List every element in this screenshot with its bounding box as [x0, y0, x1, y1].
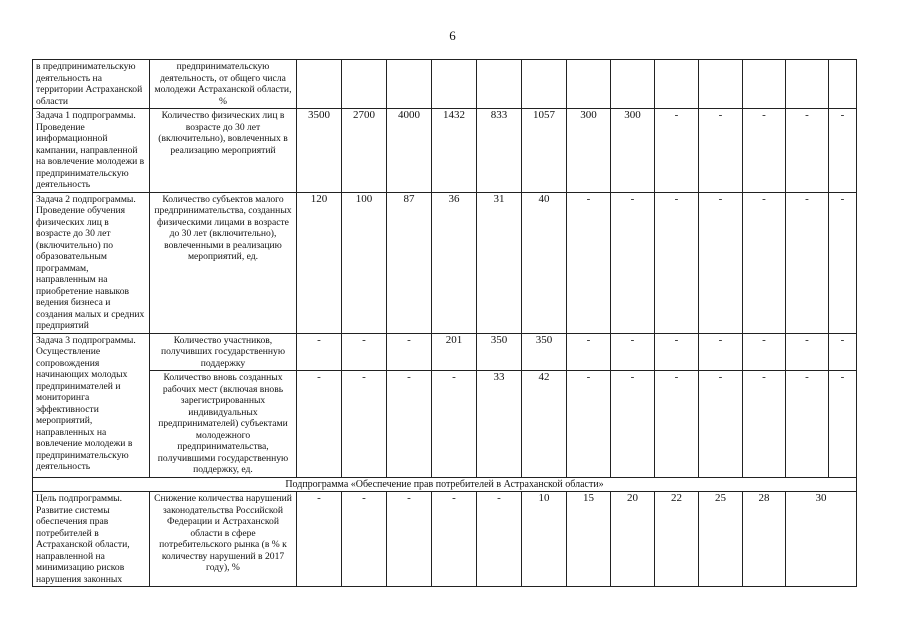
- value-cell: 201: [432, 333, 477, 371]
- value-cell: 300: [611, 109, 655, 193]
- value-cell: [829, 60, 857, 109]
- value-cell: -: [699, 333, 743, 371]
- value-cell: -: [829, 371, 857, 478]
- value-cell: [655, 60, 699, 109]
- value-cell: 31: [477, 192, 522, 333]
- value-cell: -: [699, 371, 743, 478]
- goal-cell: в предпринимательскую деятельность на территории Астраханской области: [33, 60, 150, 109]
- value-cell: [743, 60, 786, 109]
- table-row: [33, 192, 857, 333]
- value-cell: 87: [387, 192, 432, 333]
- value-cell: -: [297, 333, 342, 371]
- value-cell: -: [297, 492, 342, 587]
- value-cell: -: [655, 192, 699, 333]
- value-cell: -: [829, 333, 857, 371]
- subprogram-header: Подпрограмма «Обеспечение прав потребителей в Астраханской области»: [33, 477, 857, 492]
- value-cell: 40: [522, 192, 567, 333]
- value-cell: -: [743, 371, 786, 478]
- value-cell: 20: [611, 492, 655, 587]
- value-cell: [699, 60, 743, 109]
- value-cell: 10: [522, 492, 567, 587]
- value-cell: [297, 60, 342, 109]
- value-cell: 42: [522, 371, 567, 478]
- value-cell: 36: [432, 192, 477, 333]
- value-cell: [522, 60, 567, 109]
- value-cell: 25: [699, 492, 743, 587]
- table-row: [33, 333, 857, 371]
- value-cell: 33: [477, 371, 522, 478]
- goal-cell: Задача 2 подпрограммы. Проведение обучения физических лиц в возрасте до 30 лет (включительно) по образовательным программам, направленным на приобретение навыков ведения бизнеса и создания малых и средних предприятий: [33, 192, 150, 333]
- value-cell: -: [432, 371, 477, 478]
- value-cell: 350: [522, 333, 567, 371]
- value-cell: -: [829, 192, 857, 333]
- indicator-cell: Количество физических лиц в возрасте до 30 лет (включительно), вовлеченных в реализацию мероприятий: [150, 109, 297, 193]
- value-cell: -: [387, 333, 432, 371]
- value-cell: -: [743, 192, 786, 333]
- value-cell: -: [786, 109, 829, 193]
- indicator-cell: Количество субъектов малого предпринимательства, созданных физическими лицами в возрасте до 30 лет (включительно), вовлеченными в реализацию мероприятий, ед.: [150, 192, 297, 333]
- value-cell: -: [387, 371, 432, 478]
- value-cell: -: [655, 371, 699, 478]
- goal-cell: Задача 1 подпрограммы. Проведение информационной кампании, направленной на вовлечение молодежи в предпринимательскую деятельность: [33, 109, 150, 193]
- value-cell: 2700: [342, 109, 387, 193]
- value-cell: -: [342, 333, 387, 371]
- indicator-cell: Количество вновь созданных рабочих мест (включая вновь зарегистрированных индивидуальных предпринимателей) субъектами молодежного предпринимательства, получившими государственную поддержку, ед.: [150, 371, 297, 478]
- value-cell: -: [387, 492, 432, 587]
- value-cell: -: [567, 333, 611, 371]
- value-cell: 1432: [432, 109, 477, 193]
- table-row: [33, 477, 857, 492]
- value-cell: 22: [655, 492, 699, 587]
- value-cell: 4000: [387, 109, 432, 193]
- value-cell: 300: [567, 109, 611, 193]
- table-row: [33, 371, 857, 478]
- value-cell: 28: [743, 492, 786, 587]
- value-cell: 15: [567, 492, 611, 587]
- value-cell: 100: [342, 192, 387, 333]
- value-cell: -: [743, 333, 786, 371]
- value-cell: -: [786, 192, 829, 333]
- value-cell: -: [786, 333, 829, 371]
- indicator-cell: Количество участников, получивших государственную поддержку: [150, 333, 297, 371]
- value-cell: [477, 60, 522, 109]
- value-cell: [611, 60, 655, 109]
- value-cell: -: [611, 371, 655, 478]
- value-cell: 350: [477, 333, 522, 371]
- value-cell: 3500: [297, 109, 342, 193]
- page-number: 6: [449, 28, 456, 43]
- value-cell: [342, 60, 387, 109]
- value-cell: -: [743, 109, 786, 193]
- indicators-table: [32, 59, 857, 587]
- value-cell: 30: [786, 492, 857, 587]
- indicator-cell: предпринимательскую деятельность, от общего числа молодежи Астраханской области, %: [150, 60, 297, 109]
- value-cell: -: [342, 371, 387, 478]
- value-cell: -: [477, 492, 522, 587]
- value-cell: -: [829, 109, 857, 193]
- value-cell: [786, 60, 829, 109]
- value-cell: -: [432, 492, 477, 587]
- value-cell: 1057: [522, 109, 567, 193]
- value-cell: 833: [477, 109, 522, 193]
- value-cell: [567, 60, 611, 109]
- value-cell: -: [699, 109, 743, 193]
- value-cell: [387, 60, 432, 109]
- value-cell: -: [655, 333, 699, 371]
- value-cell: -: [655, 109, 699, 193]
- value-cell: -: [567, 192, 611, 333]
- indicator-cell: Снижение количества нарушений законодательства Российской Федерации и Астраханской области в сфере потребительского рынка (в % к количеству нарушений в 2017 году), %: [150, 492, 297, 587]
- table-row: [33, 109, 857, 193]
- value-cell: -: [567, 371, 611, 478]
- goal-cell: Цель подпрограммы. Развитие системы обеспечения прав потребителей в Астраханской области, направленной на минимизацию рисков нарушения законных: [33, 492, 150, 587]
- value-cell: -: [699, 192, 743, 333]
- value-cell: -: [297, 371, 342, 478]
- value-cell: -: [611, 192, 655, 333]
- goal-cell: Задача 3 подпрограммы. Осуществление сопровождения начинающих молодых предпринимателей и мониторинга эффективности мероприятий, направленных на вовлечение молодежи в предпринимательскую деятельность: [33, 333, 150, 477]
- table-row: [33, 60, 857, 109]
- value-cell: -: [786, 371, 829, 478]
- value-cell: 120: [297, 192, 342, 333]
- table-row: [33, 492, 857, 587]
- value-cell: [432, 60, 477, 109]
- value-cell: -: [342, 492, 387, 587]
- value-cell: -: [611, 333, 655, 371]
